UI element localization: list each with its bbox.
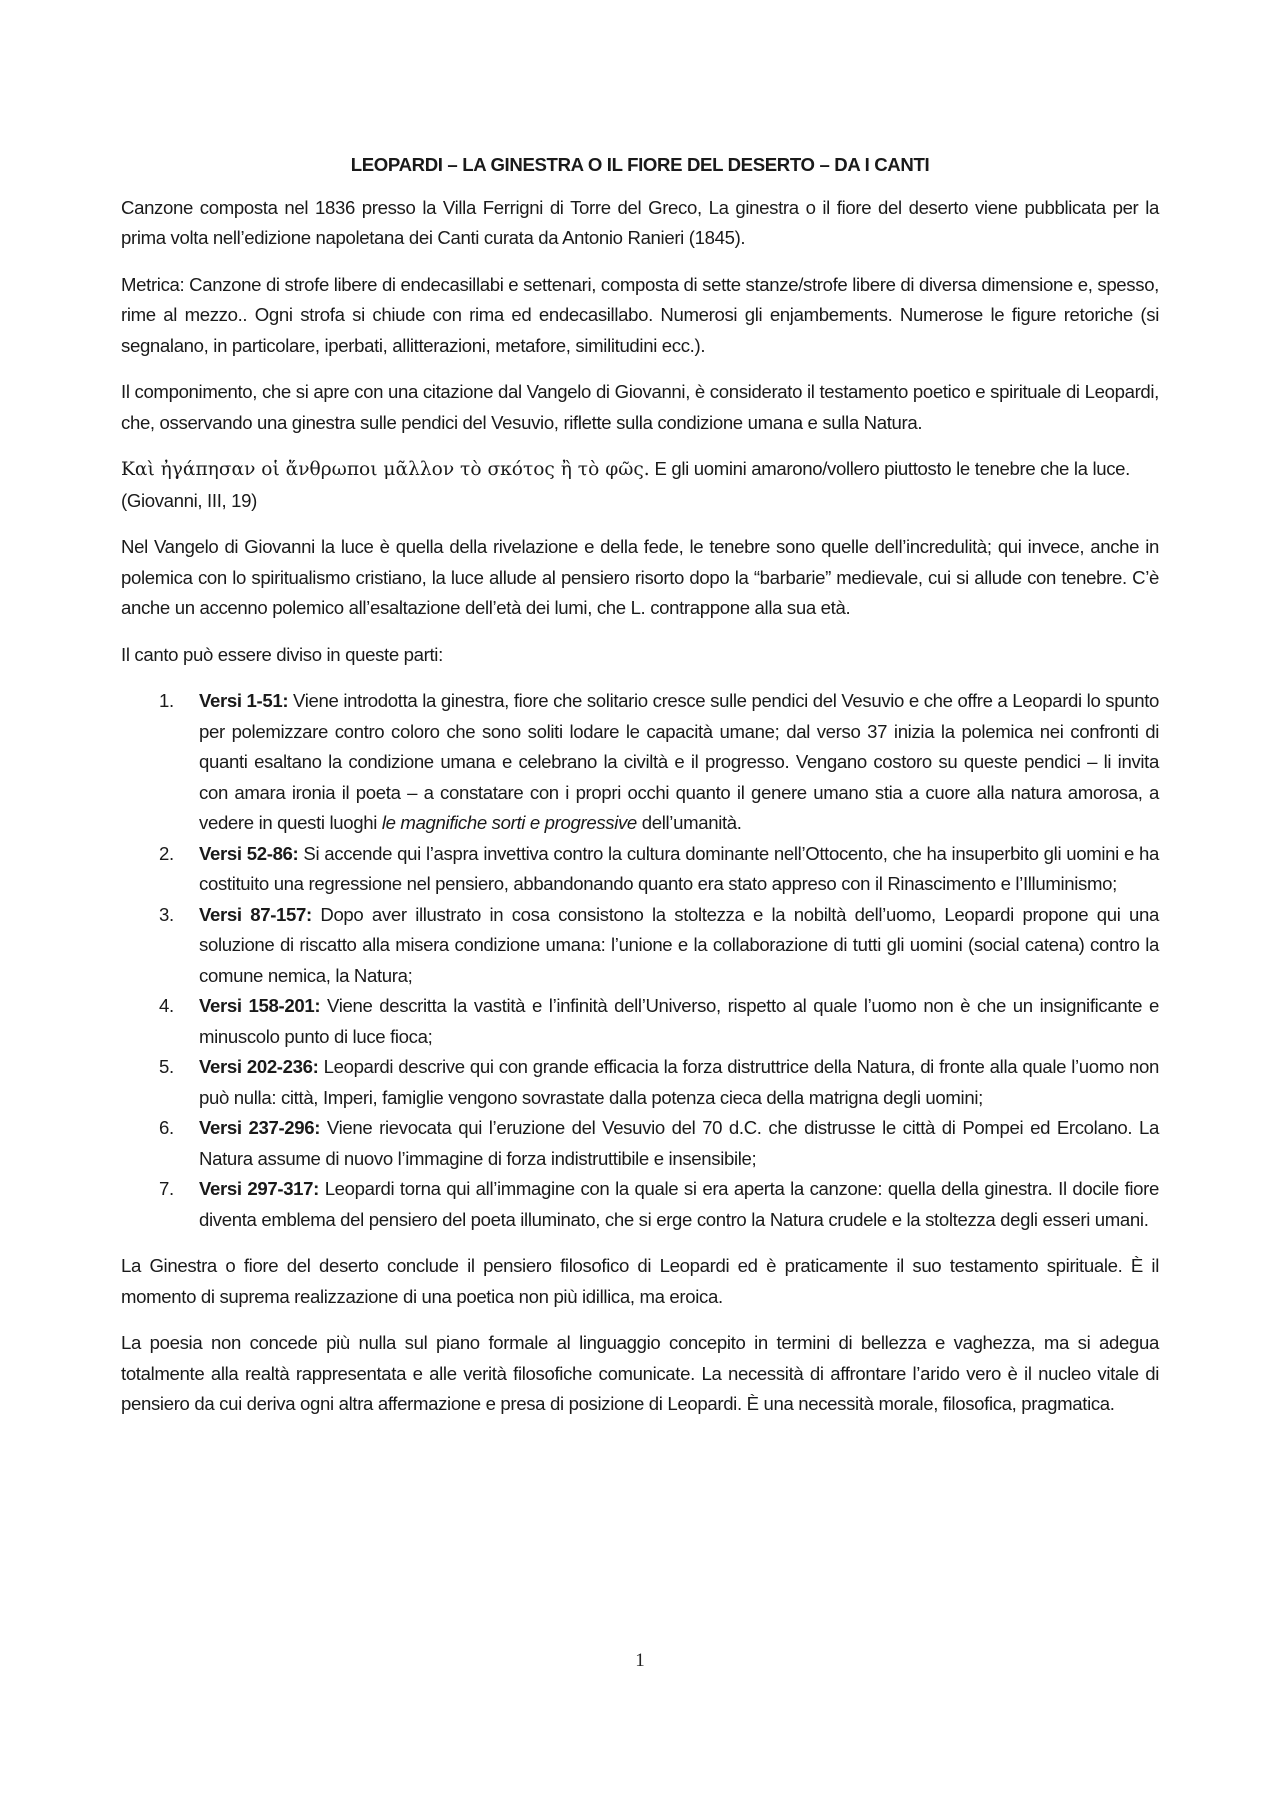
list-item [121,900,1159,992]
parts-intro: Il canto può essere diviso in queste parti: [121,643,443,665]
list-item-text: Viene introdotta la ginestra, fiore che solitario cresce sulle pendici del Vesuvio e che offre a Leopardi lo spunto per polemizzare contro coloro che sono soliti lodare le capacità umane; dal verso 37 inizia la polemica nei confronti di quanti esaltano la condizione umana e celebrano la civiltà e il progresso. Vengano costoro su queste pendici – li invita con amara ironia il poeta – a constatare con i propri occhi quanto il genere umano stia a cuore alla natura amorosa, a vedere in questi luoghi [199,690,1160,833]
quote-paragraph [121,454,1159,516]
parts-list [121,686,1159,1235]
quote-translation: E gli uomini amarono/vollero piuttosto le tenebre che la luce. (Giovanni, III, 19) [121,458,1130,511]
list-item-text: Viene rievocata qui l’eruzione del Vesuvio del 70 d.C. che distrusse le città di Pompei ed Ercolano. La Natura assume di nuovo l’immagine di forza indistruttibile e insensibile; [199,1117,1159,1169]
list-item-number: 7. [159,1178,174,1199]
conclusion-paragraph: La Ginestra o fiore del deserto conclude il pensiero filosofico di Leopardi ed è praticamente il suo testamento spirituale. È il momento di suprema realizzazione di una poetica non più idillica, ma eroica. [121,1255,1159,1307]
list-item [121,1052,1159,1113]
list-item-text: Dopo aver illustrato in cosa consistono la stoltezza e la nobiltà dell’uomo, Leopardi propone qui una soluzione di riscatto alla misera condizione umana: l’unione e la collaborazione di tutti gli uomini (social catena) contro la comune nemica, la Natura; [199,903,1159,986]
list-item-text: Leopardi descrive qui con grande efficacia la forza distruttrice della Natura, di fronte alla quale l’uomo non può nulla: città, Imperi, famiglie vengono sovrastate dalla potenza cieca della matrigna degli uomini; [199,1056,1159,1108]
list-item [121,686,1159,839]
greek-quote: Καὶ ἠγάπησαν οἱ ἄνθρωποι μᾶλλον τὸ σκότος ἢ τὸ φῶς. [121,459,650,480]
list-item-verses: Versi 52-86: [199,842,299,864]
list-item [121,1174,1159,1235]
list-item-number: 3. [159,903,174,925]
list-item-number: 2. [159,842,174,864]
list-item [121,839,1159,900]
list-item-number: 4. [159,995,174,1016]
list-item-number: 6. [159,1117,174,1138]
list-item-verses: Versi 202-236: [199,1056,319,1077]
list-item-verses: Versi 87-157: [199,903,312,925]
vangelo-paragraph: Nel Vangelo di Giovanni la luce è quella della rivelazione e della fede, le tenebre sono quelle dell’incredulità; qui invece, anche in polemica con lo spiritualismo cristiano, la luce allude al pensiero risorto dopo la “barbarie” medievale, cui si allude con tenebre. C’è anche un accenno polemico all’esaltazione dell’età dei lumi, che L. contrappone alla sua età. [121,536,1159,618]
page-number: 1 [635,1650,645,1671]
list-item-italic: le magnifiche sorti e progressive [381,812,637,833]
list-item [121,1113,1159,1174]
intro-paragraph: Canzone composta nel 1836 presso la Villa Ferrigni di Torre del Greco, La ginestra o il fiore del deserto viene pubblicata per la prima volta nell’edizione napoletana dei Canti curata da Antonio Ranieri (1845). [121,196,1159,248]
list-item-verses: Versi 297-317: [199,1178,320,1199]
poesia-paragraph: La poesia non concede più nulla sul piano formale al linguaggio concepito in termini di bellezza e vaghezza, ma si adegua totalmente alla realtà rappresentata e alle verità filosofiche comunicate. La necessità di affrontare l’arido vero è il nucleo vitale di pensiero da cui deriva ogni altra affermazione e presa di posizione di Leopardi. È una necessità morale, filosofica, pragmatica. [121,1332,1159,1414]
list-item-number: 5. [159,1056,174,1077]
document-body [121,150,1159,1436]
metrica-paragraph: Metrica: Canzone di strofe libere di endecasillabi e settenari, composta di sette stanze/strofe libere di diversa dimensione e, spesso, rime al mezzo.. Ogni strofa si chiude con rima ed endecasillabo. Numerosi gli enjambements. Numerose le figure retoriche (si segnalano, in particolare, iperbati, allitterazioni, metafore, similitudini ecc.). [121,273,1159,356]
list-item-number: 1. [159,690,174,711]
list-item [121,991,1159,1052]
document-title: LEOPARDI – LA GINESTRA O IL FIORE DEL DESERTO – DA I CANTI [350,154,930,175]
list-item-text: Si accende qui l’aspra invettiva contro la cultura dominante nell’Ottocento, che ha insuperbito gli uomini e ha costituito una regressione nel pensiero, abbandonando quanto era stato appreso con il Rinascimento e l’Illuminismo; [199,842,1159,894]
list-item-verses: Versi 158-201: [199,995,321,1016]
list-item-text: Viene descritta la vastità e l’infinità dell’Universo, rispetto al quale l’uomo non è che un insignificante e minuscolo punto di luce fioca; [199,995,1159,1047]
componimento-paragraph: Il componimento, che si apre con una citazione dal Vangelo di Giovanni, è considerato il testamento poetico e spirituale di Leopardi, che, osservando una ginestra sulle pendici del Vesuvio, riflette sulla condizione umana e sulla Natura. [121,381,1159,433]
list-item-verses: Versi 237-296: [199,1117,321,1138]
list-item-text: Leopardi torna qui all’immagine con la quale si era aperta la canzone: quella della ginestra. Il docile fiore diventa emblema del pensiero del poeta illuminato, che si erge contro la Natura crudele e la stoltezza degli esseri umani. [199,1178,1159,1230]
list-item-tail: dell’umanità. [636,812,742,833]
list-item-verses: Versi 1-51: [199,690,289,711]
